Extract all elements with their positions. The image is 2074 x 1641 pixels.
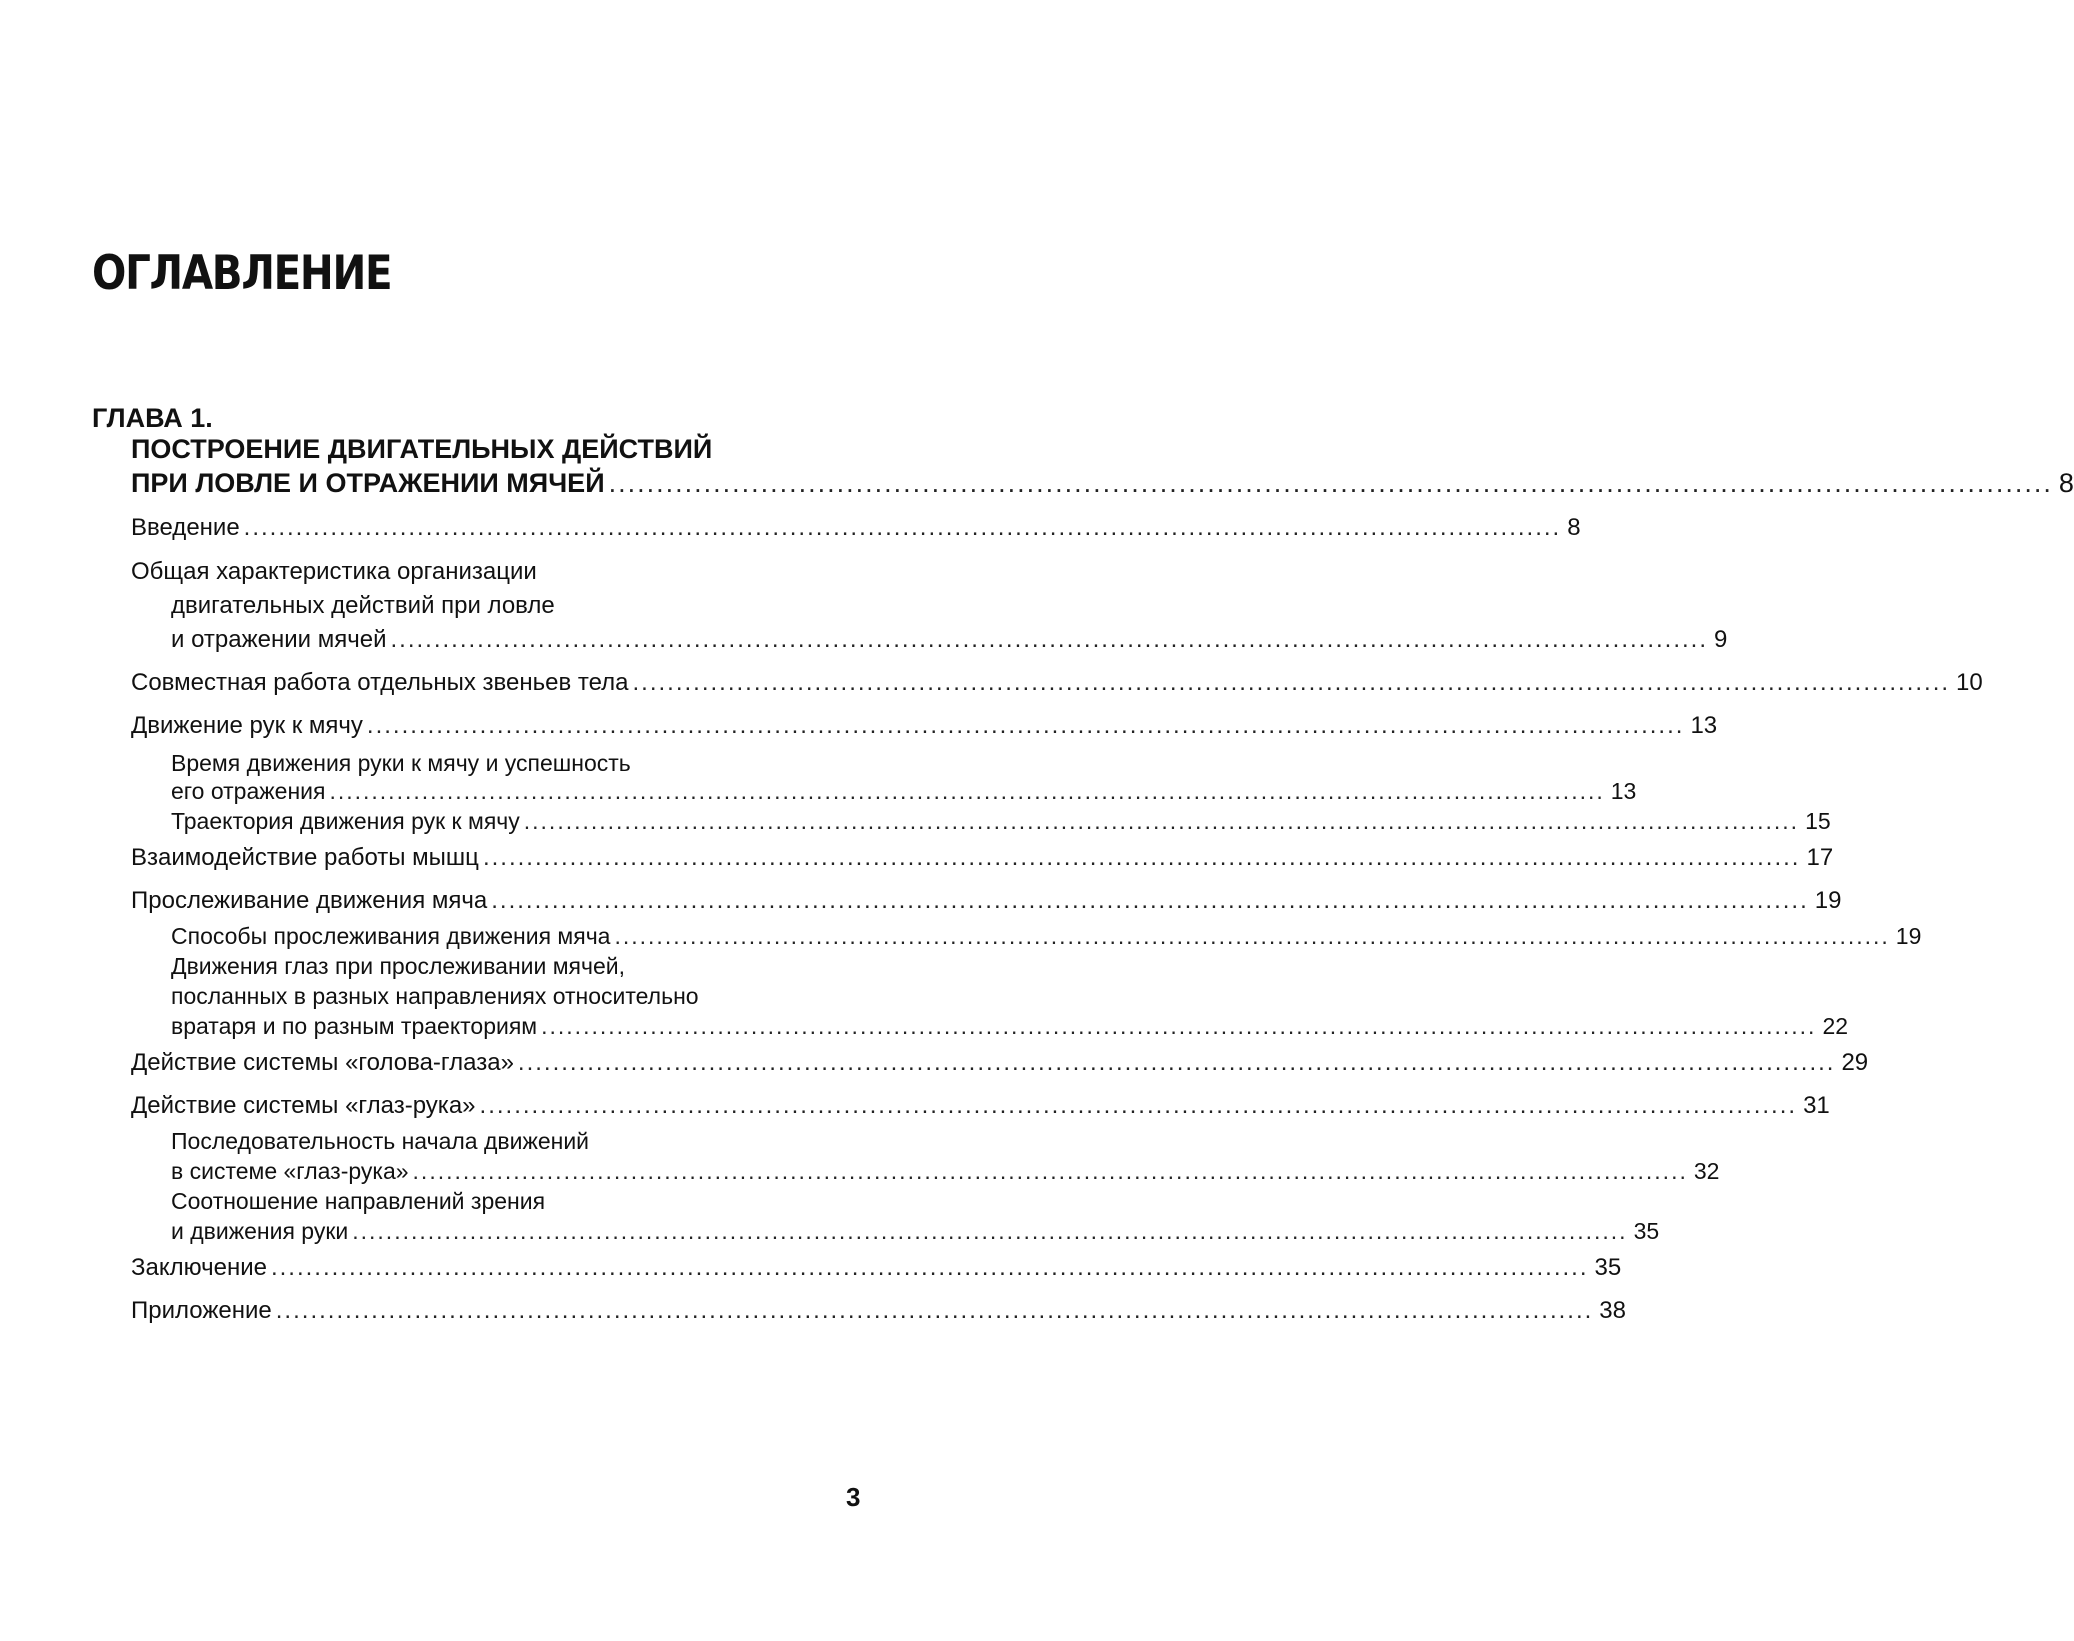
page-ref: 38 <box>1599 1297 1626 1324</box>
dot-leader: ........................................................................................................................................................ <box>275 1297 1594 1324</box>
toc-entry-intro[interactable] <box>131 511 1581 545</box>
page-ref: 32 <box>1693 1158 1720 1184</box>
dot-leader: ........................................................................................................................................................ <box>632 669 1951 696</box>
toc-entry-conclusion[interactable] <box>131 1251 1622 1285</box>
dot-leader: ........................................................................................................................................................ <box>523 808 1800 834</box>
dot-leader: ........................................................................................................................................................ <box>329 778 1605 804</box>
toc-sub-sequence-line1: Последовательность начала движений <box>171 1128 590 1154</box>
dot-leader: ........................................................................................................................................................ <box>482 844 1801 871</box>
page-ref: 8 <box>2058 468 2074 498</box>
toc-sub-hands-traj[interactable] <box>171 806 1831 836</box>
page-ref: 29 <box>1841 1049 1869 1076</box>
toc-sub-eyes[interactable] <box>171 1011 1849 1041</box>
toc-entry-general-line2: двигательных действий при ловле <box>171 592 555 619</box>
page-ref: 17 <box>1806 844 1834 871</box>
entry-text: Прослеживание движения мяча <box>131 887 488 914</box>
page-ref: 22 <box>1822 1013 1849 1039</box>
dot-leader: ........................................................................................................................................................ <box>412 1158 1688 1184</box>
page-ref: 31 <box>1803 1092 1830 1119</box>
entry-text: Способы прослеживания движения мяча <box>171 923 611 949</box>
dot-leader: ........................................................................................................................................................ <box>614 923 1890 949</box>
page-ref: 10 <box>1956 669 1983 696</box>
dot-leader: ........................................................................................................................................................ <box>541 1013 1817 1039</box>
toc-entry-general[interactable] <box>171 623 1728 657</box>
entry-text: Приложение <box>131 1297 272 1324</box>
page-ref: 19 <box>1814 887 1842 914</box>
toc-sub-eyes-line1: Движения глаз при прослеживании мячей, <box>171 953 626 979</box>
page-number: 3 <box>846 1482 861 1512</box>
chapter-title-line2: ПРИ ЛОВЛЕ И ОТРАЖЕНИИ МЯЧЕЙ <box>131 468 605 498</box>
toc-sub-ratio-line1: Соотношение направлений зрения <box>171 1188 546 1214</box>
dot-leader: ........................................................................................................................................................ <box>479 1092 1798 1119</box>
entry-text: Совместная работа отдельных звеньев тела <box>131 669 629 696</box>
entry-text: Введение <box>131 514 240 541</box>
entry-text: Движение рук к мячу <box>131 712 363 739</box>
chapter-title-entry[interactable] <box>131 466 2074 500</box>
dot-leader: ........................................................................................................................................................ <box>491 887 1809 914</box>
dot-leader: ........................................................................................................................................................ <box>366 712 1685 739</box>
dot-leader: ........................................................................................................................................................ <box>270 1254 1589 1281</box>
page-ref: 8 <box>1567 514 1581 541</box>
entry-text: вратаря и по разным траекториям <box>171 1013 538 1039</box>
entry-text: Заключение <box>131 1254 267 1281</box>
toc-heading: ОГЛАВЛЕНИЕ <box>92 246 392 301</box>
toc-sub-sequence[interactable] <box>171 1156 1720 1186</box>
toc-entry-appendix[interactable] <box>131 1294 1626 1328</box>
toc-sub-hands-time-line1: Время движения руки к мячу и успешность <box>171 750 631 776</box>
toc-entry-muscles[interactable] <box>131 841 1834 875</box>
dot-leader: ........................................................................................................................................................ <box>390 626 1709 653</box>
toc-sub-eyes-line2: посланных в разных направлениях относительно <box>171 983 699 1009</box>
entry-text: Траектория движения рук к мячу <box>171 808 520 834</box>
toc-entry-eye-hand[interactable] <box>131 1089 1830 1123</box>
page-ref: 9 <box>1714 626 1728 653</box>
page-ref: 15 <box>1805 808 1831 834</box>
entry-text: и отражении мячей <box>171 626 387 653</box>
chapter-label: ГЛАВА 1. <box>92 403 213 433</box>
entry-text: в системе «глаз-рука» <box>171 1158 409 1184</box>
page-ref: 19 <box>1895 923 1922 949</box>
page-ref: 13 <box>1610 778 1637 804</box>
entry-text: его отражения <box>171 778 326 804</box>
toc-sub-hands-time[interactable] <box>171 776 1637 806</box>
dot-leader: ........................................................................................................................................................ <box>517 1049 1836 1076</box>
page-ref: 13 <box>1690 712 1718 739</box>
page-ref: 35 <box>1633 1218 1660 1244</box>
toc-entry-hands[interactable] <box>131 709 1718 743</box>
toc-sub-tracking-ways[interactable] <box>171 921 1922 951</box>
entry-text: Взаимодействие работы мышц <box>131 844 479 871</box>
dot-leader: ........................................................................................................................................................ <box>352 1218 1628 1244</box>
toc-entry-head-eyes[interactable] <box>131 1046 1869 1080</box>
page-ref: 35 <box>1594 1254 1622 1281</box>
toc-entry-tracking[interactable] <box>131 884 1842 918</box>
dot-leader: ........................................................................................................................................................ <box>608 468 2053 498</box>
toc-sub-ratio[interactable] <box>171 1216 1660 1246</box>
toc-entry-general-line1: Общая характеристика организации <box>131 558 537 585</box>
dot-leader: ........................................................................................................................................................ <box>243 514 1562 541</box>
chapter-title-line1: ПОСТРОЕНИЕ ДВИГАТЕЛЬНЫХ ДЕЙСТВИЙ <box>131 434 713 464</box>
entry-text: и движения руки <box>171 1218 349 1244</box>
entry-text: Действие системы «голова-глаза» <box>131 1049 514 1076</box>
entry-text: Действие системы «глаз-рука» <box>131 1092 476 1119</box>
toc-entry-joint[interactable] <box>131 666 1983 700</box>
